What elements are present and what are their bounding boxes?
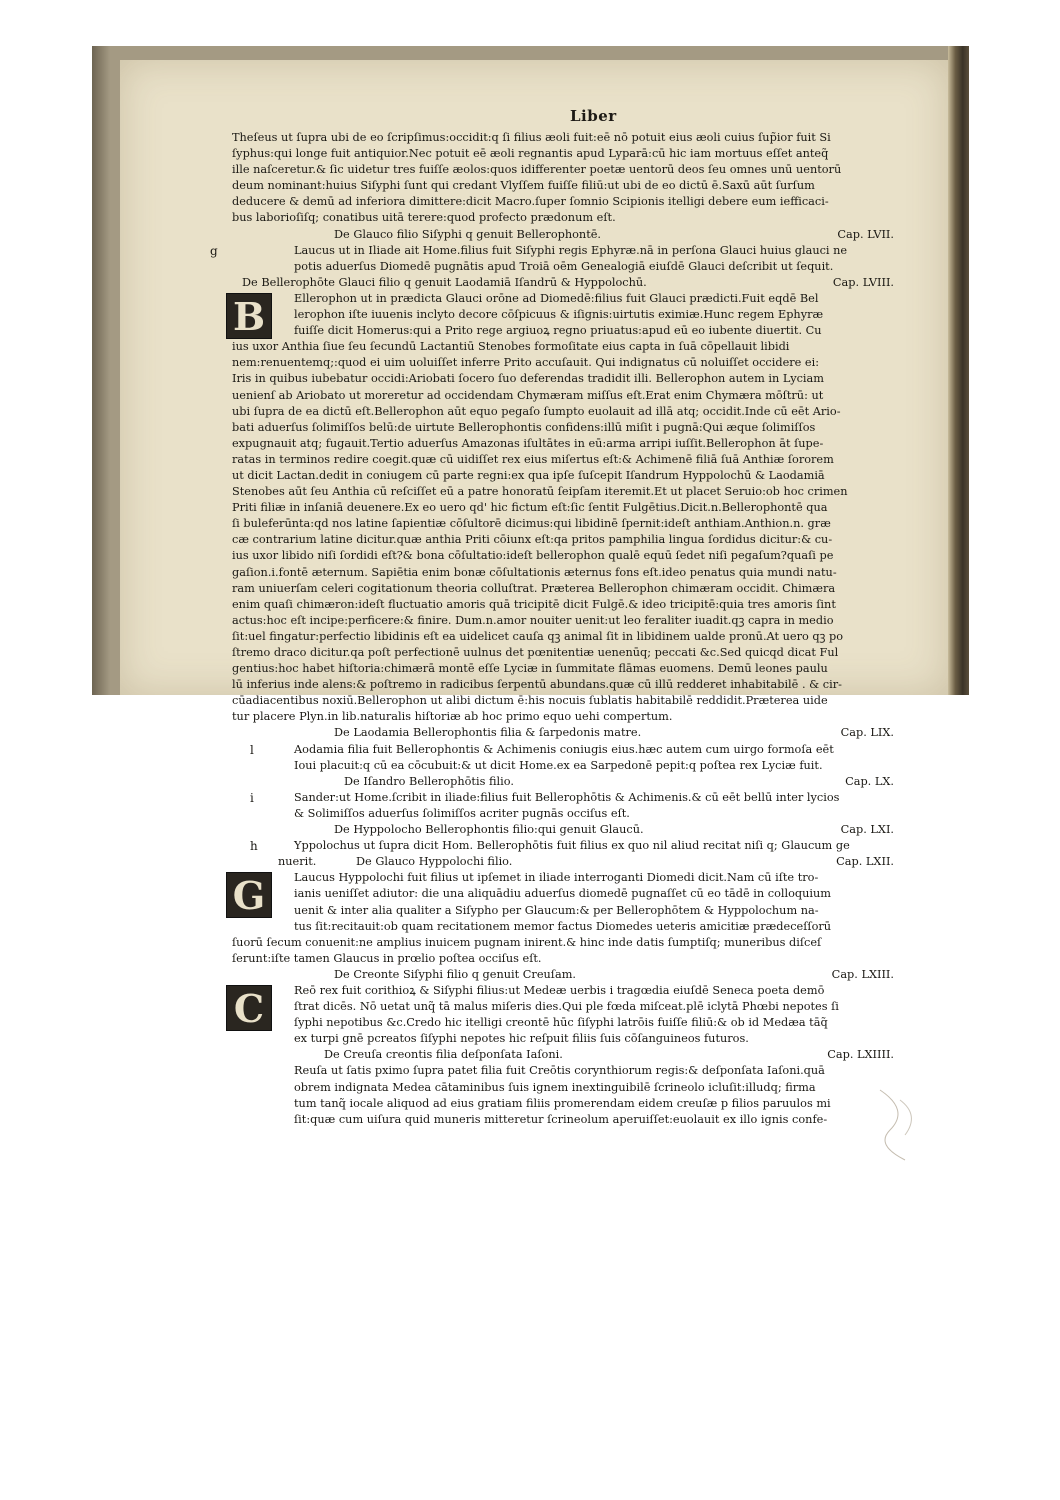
marginal-initial: i (250, 790, 254, 805)
text-line: Sander:ut Home.ſcribit in iliade:filius fuit Bellerophōtis & Achimenis.& cū eēt bellū inter lycios (294, 790, 840, 804)
page-text (210, 130, 912, 1128)
text-line: ſtremo draco dicitur.qa poſt perfectionē uulnus det pœnitentiæ uenenūq; peccati &c.Sed quicqd dicat Ful (232, 646, 839, 659)
paragraph-glaucus (210, 243, 912, 275)
text-line: Aodamia filia fuit Bellerophontis & Achimenis coniugis eius.hæc autem cum uirgo formoſa eēt (294, 742, 834, 756)
text-line: Theſeus ut ſupra ubi de eo ſcripſimus:occidit:q ſi filius æoli fuit:eē nō potuit eius æoli cuius ſup̃ior fuit Si (232, 131, 831, 144)
chapter-number: Cap. LXIII. (831, 967, 894, 981)
running-head: Liber (570, 107, 617, 125)
chapter-heading-62 (232, 854, 912, 870)
woodcut-initial-c: C (226, 985, 272, 1031)
chapter-number: Cap. LIX. (840, 726, 894, 740)
text-line: Stenobes aūt ſeu Anthia cū reſciſſet eū a patre honoratū ſeipſam iteremit.Et ut placet Seruio:ob hoc crimen (232, 485, 848, 499)
text-line: ſuorū ſecum conuenit:ne amplius inuicem pugnam inirent.& hinc inde datis ſumptiſq; muneribus diſceſ (232, 935, 822, 949)
text-line: cūadiacentibus noxiū.Bellerophon ut alibi dictum ē:his nocuis ſublatis habitabilē reddidit.Præterea uide (232, 694, 828, 708)
text-line: gentius:hoc habet hiſtoria:chimærā montē eſſe Lyciæ in ſummitate flāmas euomens. Demū leones paulu (232, 662, 828, 676)
chapter-heading-61 (232, 822, 912, 838)
text-line: nem:renuentemq;:quod ei uim uoluiſſet inferre Prito accuſauit. Qui indignatus cū noluiſſet occidere ei: (232, 356, 820, 370)
chapter-heading-64 (232, 1047, 912, 1063)
text-line: Laucus Hyppolochi fuit filius ut ipſemet in iliade interroganti Diomedi dicit.Nam cū iſte tro- (294, 871, 819, 885)
library-stamp-mark (870, 1080, 930, 1180)
text-line: tur placere Plyn.in lib.naturalis hiſtoriæ ab hoc primo equo uehi compertum. (232, 710, 673, 724)
text-line: expugnauit atq; fugauit.Tertio aduerſus Amazonas iſultātes in eū:arma arripi iuſſit.Bellerophon āt ſupe- (232, 436, 824, 450)
text-line: potis aduerſus Diomedē pugnātis apud Troiā oēm Genealogiā eiuſdē Glauci deſcribit ut ſequit. (294, 259, 834, 273)
text-line: Iris in quibus iubebatur occidi:Ariobati ſocero ſuo deferendas tradidit illi. Bellerophon autem in Lyciam (232, 372, 824, 386)
chapter-heading-58 (232, 275, 912, 291)
text-line: Ellerophon ut in prædicta Glauci orōne ad Diomedē:filius fuit Glauci prædicti.Fuit eqdē Bel (294, 291, 819, 305)
chapter-heading-59 (232, 725, 912, 741)
text-line: uenienſ ab Ariobato ut moreretur ad occidendam Chymæram miſſus eſt.Erat enim Chymæra mōſtrū: ut (232, 388, 824, 402)
text-line: ille naſceretur.& ſic uidetur tres fuiſſe æolos:quos idifferenter poetæ uentorū deos ſeu omnes unū uentorū (232, 163, 842, 177)
text-line: ſtrat dicēs. Nō uetat unq̃ tā malus miſeris dies.Qui ple fœda miſceat.plē iclytā Phœbi nepotes ſi (294, 1000, 839, 1014)
text-line: deducere & demū ad inferiora dimittere:dicit Macro.ſuper ſomnio Scipionis itelligi debere eum iefficaci- (232, 195, 829, 209)
text-line: enim quaſi chimæron:ideſt fluctuatio amoris quā tricipitē dicit Fulgē.& ideo tricipitē:quia tres amoris ſint (232, 597, 836, 611)
paragraph-isander (232, 790, 912, 822)
paragraph-bellerophon (232, 291, 912, 726)
text-line: uenit & inter alia qualiter a Siſypho per Glaucum:& per Bellerophōtem & Hyppolochum na- (294, 903, 819, 917)
text-line: bati aduerſus ſolimiſſos belū:de uirtute Bellerophontis confidens:illū miſit i pugnā:Qui æque ſolimiſſos (232, 420, 816, 434)
text-line: fuiſſe dicit Homerus:qui a Prito rege argiuoꝝ regno priuatus:apud eū eo iubente diuertit. Cu (294, 324, 822, 338)
text-line: ſyphi nepotibus &c.Credo hic itelligi creontē hūc ſiſyphi latrōis fuiſſe filiū:& ob id Medæa tāq̃ (294, 1016, 828, 1030)
chapter-title: De Iſandro Bellerophōtis filio. (344, 774, 514, 788)
chapter-title: De Hyppolocho Bellerophontis filio:qui genuit Glaucū. (334, 823, 644, 837)
chapter-title: De Laodamia Bellerophontis filia & ſarpedonis matre. (334, 726, 642, 740)
text-line: ex turpi gnē pcreatos ſiſyphi nepotes hic reſpuit filiis ſuis cōſanguineos futuros. (294, 1032, 749, 1046)
text-line: Priti filiæ in inſaniā deuenere.Ex eo uero qd' hic fictum eſt:ſic ſentit Fulgētius.Dicit.n.Bellerophontē qua (232, 501, 828, 515)
text-line: tus ſit:recitauit:ob quam recitationem memor factus Diomedes ueteris amicitiæ prædeceſſorū (294, 919, 832, 933)
text-line: obrem indignata Medea cātaminibus ſuis ignem inextinguibilē ſcrineolo icluſit:illudq; firma (294, 1080, 816, 1094)
text-line: lerophon iſte iuuenis inclyto decore cōſpicuus & iſignis:uirtutis eximiæ.Hunc regem Ephyræ (294, 308, 824, 322)
text-line: Reuſa ut ſatis pximo ſupra patet filia fuit Creōtis corynthiorum regis:& deſponſata Iaſoni.quā (294, 1064, 825, 1078)
chapter-number: Cap. LVII. (837, 227, 894, 241)
paragraph-laodamia (232, 742, 912, 774)
text-line: tum tanq̃ iocale aliquod ad eius gratiam filiis promerendam eidem creuſæ p filios paruulos mi (294, 1096, 831, 1110)
chapter-number: Cap. LXIIII. (827, 1048, 894, 1062)
chapter-number: Cap. LX. (845, 774, 894, 788)
text-line: ius uxor libido niſi ſordidi eſt?& bona cōſultatio:ideſt bellerophon qualē equū ſedet niſi pegaſum?quaſi pe (232, 549, 834, 563)
text-line: Yppolochus ut ſupra dicit Hom. Bellerophōtis fuit filius ex quo nil aliud recitat niſi q; Glaucum ge (294, 839, 850, 853)
chapter-title: De Glauco Hyppolochi filio. (356, 855, 513, 869)
text-line: lū inferius inde alens:& poſtremo in radicibus ſerpentū abundans.quæ cū illū redderet inhabitabilē . & cir- (232, 678, 842, 692)
text-line: ſyphus:qui longe fuit antiquior.Nec potuit eē æoli regnantis apud Lyparā:cū hic iam mortuus eſſet anteq̃ (232, 147, 829, 161)
chapter-number: Cap. LVIII. (832, 275, 894, 289)
marginal-initial: l (250, 742, 254, 757)
chapter-title: De Creonte Siſyphi filio q genuit Creuſam. (334, 967, 576, 981)
woodcut-initial-b: B (226, 293, 272, 339)
paragraph-creusa (232, 1063, 912, 1127)
chapter-number: Cap. LXI. (840, 823, 894, 837)
chapter-heading-57 (232, 227, 912, 243)
marginal-initial: h (250, 839, 258, 854)
text-line: cæ contrarium latine dicitur.quæ anthia Priti cōiunx eſt:qa pritos pamphilia lingua ſordidus dicitur:& cu- (232, 533, 833, 547)
text-line: ut dicit Lactan.dedit in coniugem cū parte regni:ex qua ipſe ſuſcepit Iſandrum Hyppolochū & Laodamiā (232, 468, 825, 482)
text-line: ratas in terminos redire coegit.quæ cū uidiſſet rex eius miſertus eſt:& Achimenē filiā ſuā Anthiæ ſororem (232, 452, 834, 466)
text-line: ius uxor Anthia ſiue ſeu ſecundū Lactantiū Stenobes formoſitate eius capta in ſuā cōpellauit libidi (232, 340, 790, 354)
text-line: ubi ſupra de ea dictū eſt.Bellerophon aūt equo pegaſo ſumpto euolauit ad illā atq; occidit.Inde cū eēt Ario- (232, 404, 841, 418)
text-line: actus:hoc eſt incipe:perficere:& finire. Dum.n.amor nouiter uenit:ut leo feraliter iuadit.qꝫ capra in medio (232, 613, 834, 627)
text-line: ram uniuerſam celeri cogitationum theoria colluſtrat. Præterea Bellerophon chimæram occidit. Chimæra (232, 581, 836, 595)
text-line: deum nominant:huius Siſyphi ſunt qui credant Vlyſſem fuiſſe filiū:ut ubi de eo dictū ē.Saxū aūt ſurſum (232, 179, 815, 193)
text-line: Reō rex fuit corithioꝝ & Siſyphi filius:ut Medeæ uerbis i tragœdia eiuſdē Seneca poeta demō (294, 983, 825, 997)
chapter-heading-60 (232, 774, 912, 790)
book-spine-edge (948, 46, 969, 695)
chapter-heading-63 (232, 967, 912, 983)
paragraph-theseus (232, 130, 912, 227)
text-line: bus laborioſiſq; conatibus uitā terere:quod profecto prædonum eſt. (232, 211, 616, 225)
paragraph-glaucus-son (232, 870, 912, 967)
paragraph-creon (232, 983, 912, 1047)
text-line: ſi buleferūnta:qd nos latine ſapientiæ cōſultorē dicimus:qui libidinē ſpernit:ideſt anthiam.Anthion.n. græ (232, 517, 831, 531)
marginal-initial: g (210, 243, 218, 258)
text-line: ianis ueniſſet adiutor: die una aliquādiu aduerſus diomedē pugnaſſet cū eo tādē in colloquium (294, 887, 832, 901)
text-line: Ioui placuit:q cū ea cōcubuit:& ut dicit Home.ex ea Sarpedonē pepit:q poſtea rex Lyciæ fuit. (294, 758, 823, 772)
paragraph-hippolochus (232, 838, 912, 854)
text-line: & Solimiſſos aduerſus ſolimiſſos acriter pugnās occiſus eſt. (294, 806, 630, 820)
chapter-title: De Glauco filio Siſyphi q genuit Bellerophontē. (334, 227, 602, 241)
line-continuation: nuerit. (278, 855, 317, 869)
text-line: gaſion.i.fontē æternum. Sapiētia enim bonæ cōſultationis æternus fons eſt.ideo penatus quia mundi natu- (232, 565, 837, 579)
text-line: ſit:uel fingatur:perfectio libidinis eſt ea uidelicet cauſa qꝫ animal ſit in libidinem ualde pronū.At uero qꝫ po (232, 629, 844, 643)
chapter-number: Cap. LXII. (836, 855, 894, 869)
chapter-title: De Creuſa creontis filia deſponſata Iaſoni. (324, 1048, 563, 1062)
woodcut-initial-g: G (226, 872, 272, 918)
text-line: ſerunt:iſte tamen Glaucus in prœlio poſtea occiſus eſt. (232, 951, 542, 965)
chapter-title: De Bellerophōte Glauci filio q genuit Laodamiā Iſandrū & Hyppolochū. (242, 275, 647, 289)
text-line: ſit:quæ cum uiſura quid muneris mitteretur ſcrineolum aperuiſſet:euolauit ex illo ignis confe- (294, 1112, 828, 1126)
text-line: Laucus ut in Iliade ait Home.filius fuit Siſyphi regis Ephyræ.nā in perſona Glauci huius glauci ne (294, 243, 848, 257)
